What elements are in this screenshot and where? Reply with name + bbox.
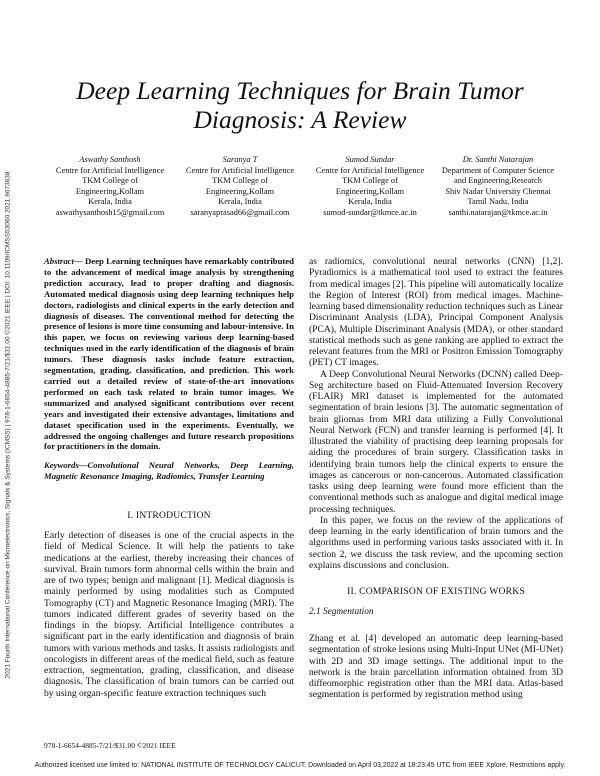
author-block bbox=[44, 155, 564, 217]
author-affiliation: Engineering,Kollam bbox=[335, 186, 405, 196]
author-email: sumod-sundar@tkmce.ac.in bbox=[323, 207, 417, 217]
author-location: Tamil Nadu, India bbox=[467, 197, 529, 207]
intro-paragraph: Early detection of diseases is one of the crucial aspects in the field of Medical Science. It will help the patients to take medications at the earliest, thereby increasing their chances of survival. Brain tumors form abnormal cells within the brain and are of two types; benign and malignant [1]. Medical diagnosis is mainly performed by using modalities such as Computed Tomography (CT) and Magnetic Resonance Imaging (MRI). The tumors indicated different grades of severity based on the findings in the biopsy. Artificial Intelligence contributes a significant part in the early identification and diagnosis of brain tumors with various methods and tasks. It assists radiologists and oncologists in different areas of the medical field, such as feature extraction, segmentation, grading, classification, and disease diagnosis. The classification of brain tumors can be carried out by using organ-specific feature extraction techniques such bbox=[44, 530, 294, 699]
author-affiliation: TKM College of bbox=[82, 176, 138, 186]
author-affiliation: Centre for Artificial Intelligence bbox=[185, 165, 295, 175]
author-affiliation: Centre for Artificial Intelligence bbox=[315, 165, 425, 175]
author-3 bbox=[304, 155, 436, 219]
paper-title bbox=[40, 76, 560, 134]
author-name: Saranya T bbox=[222, 155, 258, 164]
author-email: saranyaprasad66@gmail.com bbox=[190, 207, 290, 217]
abstract-text: Deep Learning techniques have remarkably contributed to the advancement of medical image analysis by strengthening prediction accuracy, lead to proper drafting and diagnosis. Automated medical diagnosis using deep learning techniques help doctors, radiologists and clinical experts in the early detection and diagnosis of diseases. The conventional method for detecting the presence of lesions is more time consuming and labour-intensive. In this paper, we focus on reviewing various deep learning-based techniques used in the early identification of the diagnosis of brain tumors. These diagnosis tasks include feature extraction, segmentation, grading, classification, and prediction. This work carried out a detailed review of state-of-the-art innovations performed on each task related to brain tumor images. We summarized and analysed significant contributions over recent years and investigated their extensive advantages, limitations and dataset specification used in the experiments. Eventually, we addressed the ongoing challenges and future research propositions for practitioners in the domain. bbox=[44, 256, 294, 452]
author-affiliation: and Engineering,Research bbox=[454, 176, 542, 186]
author-affiliation: Shiv Nadar University Chennai bbox=[445, 186, 551, 196]
paragraph: In this paper, we focus on the review of the applications of deep learning in the early identification of brain tumors and the algorithms used in performing various tasks associated with it. In section 2, we discuss the task review, and the upcoming section explains discussions and conclusion. bbox=[309, 514, 563, 571]
author-location: Kerala, India bbox=[348, 197, 392, 207]
author-4 bbox=[432, 155, 564, 219]
section-heading-introduction: I. INTRODUCTION bbox=[127, 510, 211, 521]
author-name: Dr. Santhi Natarajan bbox=[462, 155, 534, 164]
title-line-1: Deep Learning Techniques for Brain Tumor bbox=[76, 76, 524, 105]
section-heading-comparison: II. COMPARISON OF EXISTING WORKS bbox=[347, 586, 525, 597]
author-2 bbox=[174, 155, 306, 219]
author-affiliation: Engineering,Kollam bbox=[75, 186, 145, 196]
abstract-label: Abstract— bbox=[44, 256, 83, 266]
doi-sidebar bbox=[1, 160, 15, 690]
author-name: Aswathy Santhosh bbox=[79, 155, 141, 164]
paragraph: Zhang et al. [4] developed an automatic deep learning-based segmentation of stroke lesions using Multi-Input UNet (MI-UNet) with 2D and 3D image settings. The additional input to the network is the brain parcellation information obtained from 3D diffeomorphic registration other than the MRI data. Atlas-based segmentation is performed by registration method using bbox=[309, 633, 563, 701]
author-location: Kerala, India bbox=[88, 197, 132, 207]
author-email: santhi.natarajan@tkmce.ac.in bbox=[448, 207, 548, 217]
segmentation-body bbox=[309, 633, 563, 701]
keywords-text: Keywords—Convolutional Neural Networks, Deep Learning, Magnetic Resonance Imaging, Radiomics, Transfer Learning bbox=[44, 460, 294, 481]
author-name: Sumod Sundar bbox=[345, 155, 395, 164]
introduction-body bbox=[44, 530, 294, 699]
abstract bbox=[44, 256, 294, 452]
author-location: Kerala, India bbox=[218, 197, 262, 207]
right-column-body bbox=[309, 256, 563, 571]
license-footer: Authorized licensed use limited to: NATIONAL INSTITUTE OF TECHNOLOGY CALICUT. Downloaded on April 03,2022 at 18:23:45 UTC from IEEE Xplore. Restrictions apply. bbox=[34, 762, 566, 769]
author-affiliation: Department of Computer Science bbox=[441, 165, 555, 175]
subsection-heading-segmentation: 2.1 Segmentation bbox=[309, 607, 374, 617]
copyright-footer: 978-1-6654-4885-7/21/$31.00 ©2021 IEEE bbox=[44, 741, 176, 750]
author-affiliation: TKM College of bbox=[342, 176, 398, 186]
keywords bbox=[44, 460, 294, 482]
author-affiliation: Centre for Artificial Intelligence bbox=[55, 165, 165, 175]
doi-sidebar-text: 2021 Fourth International Conference on Microelectronics, Signals & Systems (ICMSS) | 978-1-6654-4885-7/21/$31.00 ©2021 IEEE | DOI: 10.1109/ICMSS53060.2021.9673638 bbox=[4, 171, 12, 679]
author-affiliation: Engineering,Kollam bbox=[205, 186, 275, 196]
author-1 bbox=[44, 155, 176, 219]
paragraph: as radiomics, convolutional neural networks (CNN) [1,2]. Pyradiomics is a mathematical tool used to extract the features from medical images [2]. This pipeline will automatically localize the Region of Interest (ROI) from medical images. Machine-learning based dimensionality reduction techniques such as Linear Discriminant Analysis (LDA), Principal Component Analysis (PCA), Multiple Discriminant Analysis (MDA), or other standard statistical methods such as gene ranking are applied to extract the relevant features from the MRI or Positron Emission Tomography (PET) CT images. bbox=[309, 256, 563, 369]
author-affiliation: TKM College of bbox=[212, 176, 268, 186]
paragraph: A Deep Convolutional Neural Networks (DCNN) called Deep-Seg architecture based on Fluid-Attenuated Inversion Recovery (FLAIR) MRI dataset is implemented for the automated segmentation of brain lesions [3]. The automatic segmentation of brain gliomas from MRI data utilizing a Fully Convolutional Neural Network (FCN) and transfer learning is performed [4]. It illustrated the viability of practising deep learning proposals for aiding the procedures of brain surgery. Classification tasks in identifying brain tumors help the clinical experts to ensure the images as cancerous or non-cancerous. Automated classification tasks using deep learning were found more efficient than the conventional methods such as analogue and digital medical image processing techniques. bbox=[309, 368, 563, 515]
author-email: aswathysanthosh15@gmail.com bbox=[55, 207, 165, 217]
title-line-2: Diagnosis: A Review bbox=[193, 105, 407, 134]
